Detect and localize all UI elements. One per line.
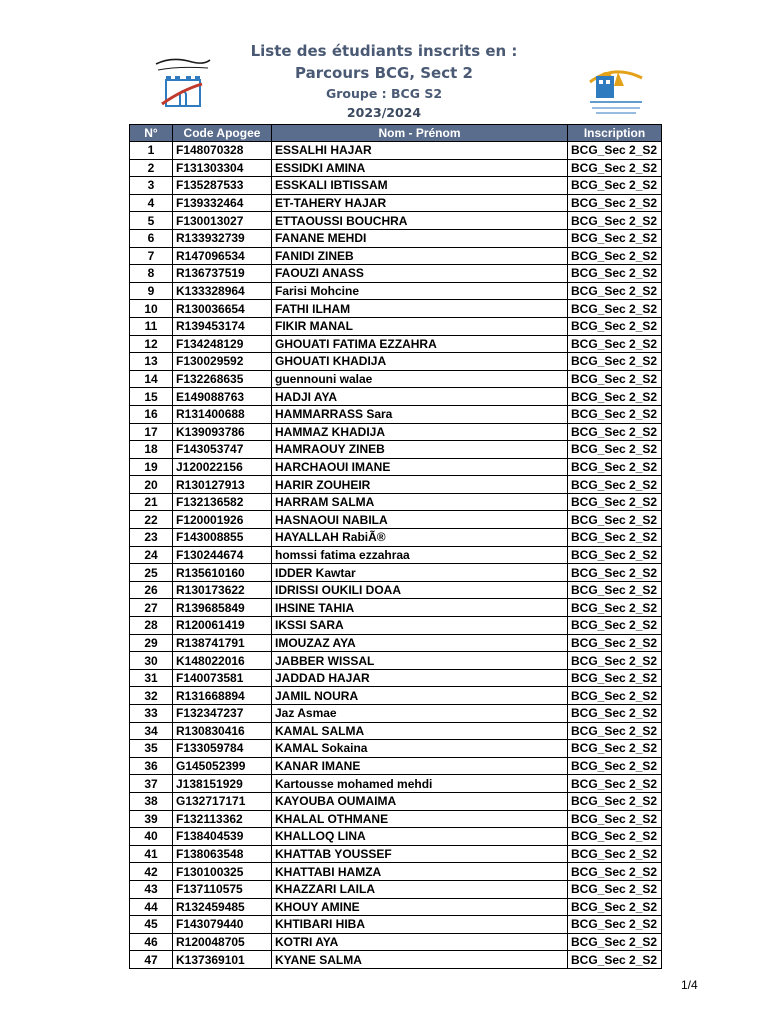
cell-code: R131400688: [173, 405, 272, 423]
cell-number: 35: [130, 740, 173, 758]
table-row: [130, 247, 662, 265]
cell-number: 40: [130, 828, 173, 846]
cell-code: R136737519: [173, 265, 272, 283]
cell-inscription: BCG_Sec 2_S2: [568, 775, 662, 793]
cell-inscription: BCG_Sec 2_S2: [568, 880, 662, 898]
cell-number: 10: [130, 300, 173, 318]
cell-name: KHAZZARI LAILA: [272, 880, 568, 898]
cell-inscription: BCG_Sec 2_S2: [568, 740, 662, 758]
cell-inscription: BCG_Sec 2_S2: [568, 757, 662, 775]
table-row: [130, 405, 662, 423]
table-row: [130, 898, 662, 916]
cell-code: E149088763: [173, 388, 272, 406]
cell-inscription: BCG_Sec 2_S2: [568, 423, 662, 441]
cell-number: 30: [130, 652, 173, 670]
cell-name: FAOUZI ANASS: [272, 265, 568, 283]
table-row: [130, 300, 662, 318]
cell-number: 22: [130, 511, 173, 529]
cell-name: Farisi Mohcine: [272, 282, 568, 300]
cell-number: 5: [130, 212, 173, 230]
table-row: [130, 669, 662, 687]
student-list-table: [129, 124, 662, 969]
table-row: [130, 687, 662, 705]
cell-number: 32: [130, 687, 173, 705]
cell-code: F140073581: [173, 669, 272, 687]
cell-code: F130100325: [173, 863, 272, 881]
cell-inscription: BCG_Sec 2_S2: [568, 898, 662, 916]
cell-name: HAYALLAH RabiÃ®: [272, 529, 568, 547]
cell-name: HARCHAOUI IMANE: [272, 458, 568, 476]
table-row: [130, 599, 662, 617]
cell-name: homssi fatima ezzahraa: [272, 546, 568, 564]
cell-inscription: BCG_Sec 2_S2: [568, 845, 662, 863]
cell-number: 7: [130, 247, 173, 265]
cell-number: 46: [130, 933, 173, 951]
cell-inscription: BCG_Sec 2_S2: [568, 617, 662, 635]
cell-number: 3: [130, 177, 173, 195]
cell-code: F148070328: [173, 142, 272, 160]
cell-name: Jaz Asmae: [272, 705, 568, 723]
cell-code: F134248129: [173, 335, 272, 353]
cell-inscription: BCG_Sec 2_S2: [568, 951, 662, 969]
cell-inscription: BCG_Sec 2_S2: [568, 370, 662, 388]
cell-number: 34: [130, 722, 173, 740]
cell-code: R147096534: [173, 247, 272, 265]
cell-code: F133059784: [173, 740, 272, 758]
cell-code: R135610160: [173, 564, 272, 582]
cell-number: 25: [130, 564, 173, 582]
cell-number: 2: [130, 159, 173, 177]
cell-number: 39: [130, 810, 173, 828]
cell-inscription: BCG_Sec 2_S2: [568, 652, 662, 670]
cell-name: ESSKALI IBTISSAM: [272, 177, 568, 195]
cell-name: GHOUATI KHADIJA: [272, 353, 568, 371]
cell-code: F132268635: [173, 370, 272, 388]
table-row: [130, 810, 662, 828]
cell-name: IHSINE TAHIA: [272, 599, 568, 617]
cell-name: KHALAL OTHMANE: [272, 810, 568, 828]
cell-code: F143079440: [173, 916, 272, 934]
cell-inscription: BCG_Sec 2_S2: [568, 229, 662, 247]
cell-inscription: BCG_Sec 2_S2: [568, 300, 662, 318]
cell-name: FATHI ILHAM: [272, 300, 568, 318]
cell-inscription: BCG_Sec 2_S2: [568, 159, 662, 177]
cell-code: R131668894: [173, 687, 272, 705]
table-row: [130, 370, 662, 388]
table-row: [130, 177, 662, 195]
table-row: [130, 458, 662, 476]
table-row: [130, 441, 662, 459]
cell-code: F135287533: [173, 177, 272, 195]
table-row: [130, 863, 662, 881]
cell-number: 6: [130, 229, 173, 247]
cell-code: R130830416: [173, 722, 272, 740]
cell-name: KAMAL Sokaina: [272, 740, 568, 758]
cell-name: ETTAOUSSI BOUCHRA: [272, 212, 568, 230]
title-block: [234, 40, 534, 122]
cell-name: HADJI AYA: [272, 388, 568, 406]
cell-inscription: BCG_Sec 2_S2: [568, 863, 662, 881]
cell-name: HARIR ZOUHEIR: [272, 476, 568, 494]
cell-code: R120048705: [173, 933, 272, 951]
table-row: [130, 916, 662, 934]
cell-inscription: BCG_Sec 2_S2: [568, 669, 662, 687]
cell-code: F130244674: [173, 546, 272, 564]
program-title: Parcours BCG, Sect 2: [295, 64, 473, 82]
page-number: 1/4: [681, 978, 698, 992]
cell-number: 23: [130, 529, 173, 547]
cell-number: 36: [130, 757, 173, 775]
cell-code: F137110575: [173, 880, 272, 898]
cell-number: 42: [130, 863, 173, 881]
cell-name: IMOUZAZ AYA: [272, 634, 568, 652]
table-row: [130, 634, 662, 652]
cell-name: KHATTABI HAMZA: [272, 863, 568, 881]
cell-name: ESSALHI HAJAR: [272, 142, 568, 160]
cell-code: F138063548: [173, 845, 272, 863]
cell-name: HAMRAOUY ZINEB: [272, 441, 568, 459]
column-header-code: Code Apogee: [173, 125, 272, 142]
cell-number: 19: [130, 458, 173, 476]
cell-inscription: BCG_Sec 2_S2: [568, 282, 662, 300]
cell-inscription: BCG_Sec 2_S2: [568, 687, 662, 705]
table-row: [130, 845, 662, 863]
cell-name: KANAR IMANE: [272, 757, 568, 775]
cell-inscription: BCG_Sec 2_S2: [568, 441, 662, 459]
cell-inscription: BCG_Sec 2_S2: [568, 546, 662, 564]
cell-inscription: BCG_Sec 2_S2: [568, 458, 662, 476]
column-header-inscription: Inscription: [568, 125, 662, 142]
cell-inscription: BCG_Sec 2_S2: [568, 933, 662, 951]
cell-number: 47: [130, 951, 173, 969]
cell-name: KOTRI AYA: [272, 933, 568, 951]
cell-inscription: BCG_Sec 2_S2: [568, 722, 662, 740]
cell-name: IDRISSI OUKILI DOAA: [272, 581, 568, 599]
cell-code: J138151929: [173, 775, 272, 793]
table-row: [130, 388, 662, 406]
cell-code: F130029592: [173, 353, 272, 371]
cell-number: 31: [130, 669, 173, 687]
cell-code: K133328964: [173, 282, 272, 300]
cell-number: 29: [130, 634, 173, 652]
table-row: [130, 792, 662, 810]
cell-number: 8: [130, 265, 173, 283]
cell-inscription: BCG_Sec 2_S2: [568, 529, 662, 547]
cell-name: HARRAM SALMA: [272, 493, 568, 511]
cell-inscription: BCG_Sec 2_S2: [568, 388, 662, 406]
cell-inscription: BCG_Sec 2_S2: [568, 705, 662, 723]
cell-code: F139332464: [173, 194, 272, 212]
table-row: [130, 511, 662, 529]
cell-inscription: BCG_Sec 2_S2: [568, 810, 662, 828]
cell-code: G132717171: [173, 792, 272, 810]
cell-code: R133932739: [173, 229, 272, 247]
cell-name: JABBER WISSAL: [272, 652, 568, 670]
cell-inscription: BCG_Sec 2_S2: [568, 247, 662, 265]
table-row: [130, 581, 662, 599]
cell-name: HAMMAZ KHADIJA: [272, 423, 568, 441]
cell-code: R130173622: [173, 581, 272, 599]
cell-name: HASNAOUI NABILA: [272, 511, 568, 529]
table-row: [130, 722, 662, 740]
cell-inscription: BCG_Sec 2_S2: [568, 177, 662, 195]
cell-inscription: BCG_Sec 2_S2: [568, 493, 662, 511]
cell-code: F120001926: [173, 511, 272, 529]
cell-name: KHATTAB YOUSSEF: [272, 845, 568, 863]
cell-name: JADDAD HAJAR: [272, 669, 568, 687]
cell-inscription: BCG_Sec 2_S2: [568, 599, 662, 617]
table-row: [130, 317, 662, 335]
cell-name: ESSIDKI AMINA: [272, 159, 568, 177]
cell-code: R139453174: [173, 317, 272, 335]
academic-year: 2023/2024: [346, 105, 422, 120]
cell-name: FIKIR MANAL: [272, 317, 568, 335]
cell-number: 14: [130, 370, 173, 388]
cell-code: F132347237: [173, 705, 272, 723]
cell-number: 33: [130, 705, 173, 723]
cell-number: 11: [130, 317, 173, 335]
table-row: [130, 529, 662, 547]
faculty-logo: [584, 60, 648, 116]
cell-name: guennouni walae: [272, 370, 568, 388]
cell-number: 16: [130, 405, 173, 423]
cell-inscription: BCG_Sec 2_S2: [568, 511, 662, 529]
cell-number: 27: [130, 599, 173, 617]
cell-inscription: BCG_Sec 2_S2: [568, 564, 662, 582]
table-row: [130, 757, 662, 775]
table-row: [130, 828, 662, 846]
table-row: [130, 740, 662, 758]
cell-number: 28: [130, 617, 173, 635]
cell-inscription: BCG_Sec 2_S2: [568, 212, 662, 230]
cell-number: 26: [130, 581, 173, 599]
table-row: [130, 705, 662, 723]
table-header-row: [130, 125, 662, 142]
cell-code: F138404539: [173, 828, 272, 846]
cell-number: 18: [130, 441, 173, 459]
table-row: [130, 933, 662, 951]
cell-inscription: BCG_Sec 2_S2: [568, 353, 662, 371]
cell-number: 41: [130, 845, 173, 863]
cell-number: 17: [130, 423, 173, 441]
cell-code: R130036654: [173, 300, 272, 318]
cell-name: KYANE SALMA: [272, 951, 568, 969]
cell-code: J120022156: [173, 458, 272, 476]
cell-name: KHALLOQ LINA: [272, 828, 568, 846]
cell-number: 12: [130, 335, 173, 353]
cell-inscription: BCG_Sec 2_S2: [568, 916, 662, 934]
cell-name: ET-TAHERY HAJAR: [272, 194, 568, 212]
cell-name: FANANE MEHDI: [272, 229, 568, 247]
cell-inscription: BCG_Sec 2_S2: [568, 792, 662, 810]
document-header: [0, 0, 768, 124]
cell-name: FANIDI ZINEB: [272, 247, 568, 265]
cell-number: 45: [130, 916, 173, 934]
cell-number: 37: [130, 775, 173, 793]
table-row: [130, 159, 662, 177]
cell-inscription: BCG_Sec 2_S2: [568, 634, 662, 652]
table-row: [130, 335, 662, 353]
cell-inscription: BCG_Sec 2_S2: [568, 476, 662, 494]
cell-name: GHOUATI FATIMA EZZAHRA: [272, 335, 568, 353]
cell-name: KAYOUBA OUMAIMA: [272, 792, 568, 810]
cell-number: 9: [130, 282, 173, 300]
cell-code: F143008855: [173, 529, 272, 547]
cell-inscription: BCG_Sec 2_S2: [568, 335, 662, 353]
cell-number: 24: [130, 546, 173, 564]
cell-name: KAMAL SALMA: [272, 722, 568, 740]
cell-inscription: BCG_Sec 2_S2: [568, 405, 662, 423]
table-row: [130, 212, 662, 230]
cell-code: K148022016: [173, 652, 272, 670]
cell-number: 44: [130, 898, 173, 916]
university-logo: [152, 54, 214, 110]
document-title: Liste des étudiants inscrits en :: [250, 42, 518, 60]
cell-name: HAMMARRASS Sara: [272, 405, 568, 423]
cell-inscription: BCG_Sec 2_S2: [568, 581, 662, 599]
cell-inscription: BCG_Sec 2_S2: [568, 828, 662, 846]
table-row: [130, 476, 662, 494]
cell-number: 13: [130, 353, 173, 371]
table-row: [130, 142, 662, 160]
column-header-name: Nom - Prénom: [272, 125, 568, 142]
table-row: [130, 493, 662, 511]
cell-number: 4: [130, 194, 173, 212]
table-row: [130, 564, 662, 582]
table-row: [130, 880, 662, 898]
table-row: [130, 652, 662, 670]
cell-code: G145052399: [173, 757, 272, 775]
cell-code: R130127913: [173, 476, 272, 494]
table-row: [130, 353, 662, 371]
cell-name: JAMIL NOURA: [272, 687, 568, 705]
table-row: [130, 423, 662, 441]
cell-code: F132113362: [173, 810, 272, 828]
table-row: [130, 617, 662, 635]
table-row: [130, 265, 662, 283]
group-label: Groupe : BCG S2: [325, 86, 443, 101]
cell-code: K139093786: [173, 423, 272, 441]
table-row: [130, 546, 662, 564]
column-header-number: N°: [130, 125, 173, 142]
cell-inscription: BCG_Sec 2_S2: [568, 265, 662, 283]
cell-code: K137369101: [173, 951, 272, 969]
cell-code: R132459485: [173, 898, 272, 916]
cell-code: F143053747: [173, 441, 272, 459]
cell-inscription: BCG_Sec 2_S2: [568, 194, 662, 212]
table-row: [130, 775, 662, 793]
cell-code: R138741791: [173, 634, 272, 652]
cell-code: F130013027: [173, 212, 272, 230]
cell-number: 21: [130, 493, 173, 511]
cell-name: KHTIBARI HIBA: [272, 916, 568, 934]
cell-inscription: BCG_Sec 2_S2: [568, 142, 662, 160]
cell-inscription: BCG_Sec 2_S2: [568, 317, 662, 335]
cell-name: IKSSI SARA: [272, 617, 568, 635]
cell-number: 38: [130, 792, 173, 810]
cell-name: KHOUY AMINE: [272, 898, 568, 916]
cell-name: Kartousse mohamed mehdi: [272, 775, 568, 793]
cell-number: 43: [130, 880, 173, 898]
cell-code: F132136582: [173, 493, 272, 511]
table-row: [130, 951, 662, 969]
table-row: [130, 282, 662, 300]
table-row: [130, 194, 662, 212]
cell-number: 20: [130, 476, 173, 494]
cell-code: R139685849: [173, 599, 272, 617]
cell-code: R120061419: [173, 617, 272, 635]
cell-code: F131303304: [173, 159, 272, 177]
cell-name: IDDER Kawtar: [272, 564, 568, 582]
table-row: [130, 229, 662, 247]
cell-number: 1: [130, 142, 173, 160]
cell-number: 15: [130, 388, 173, 406]
